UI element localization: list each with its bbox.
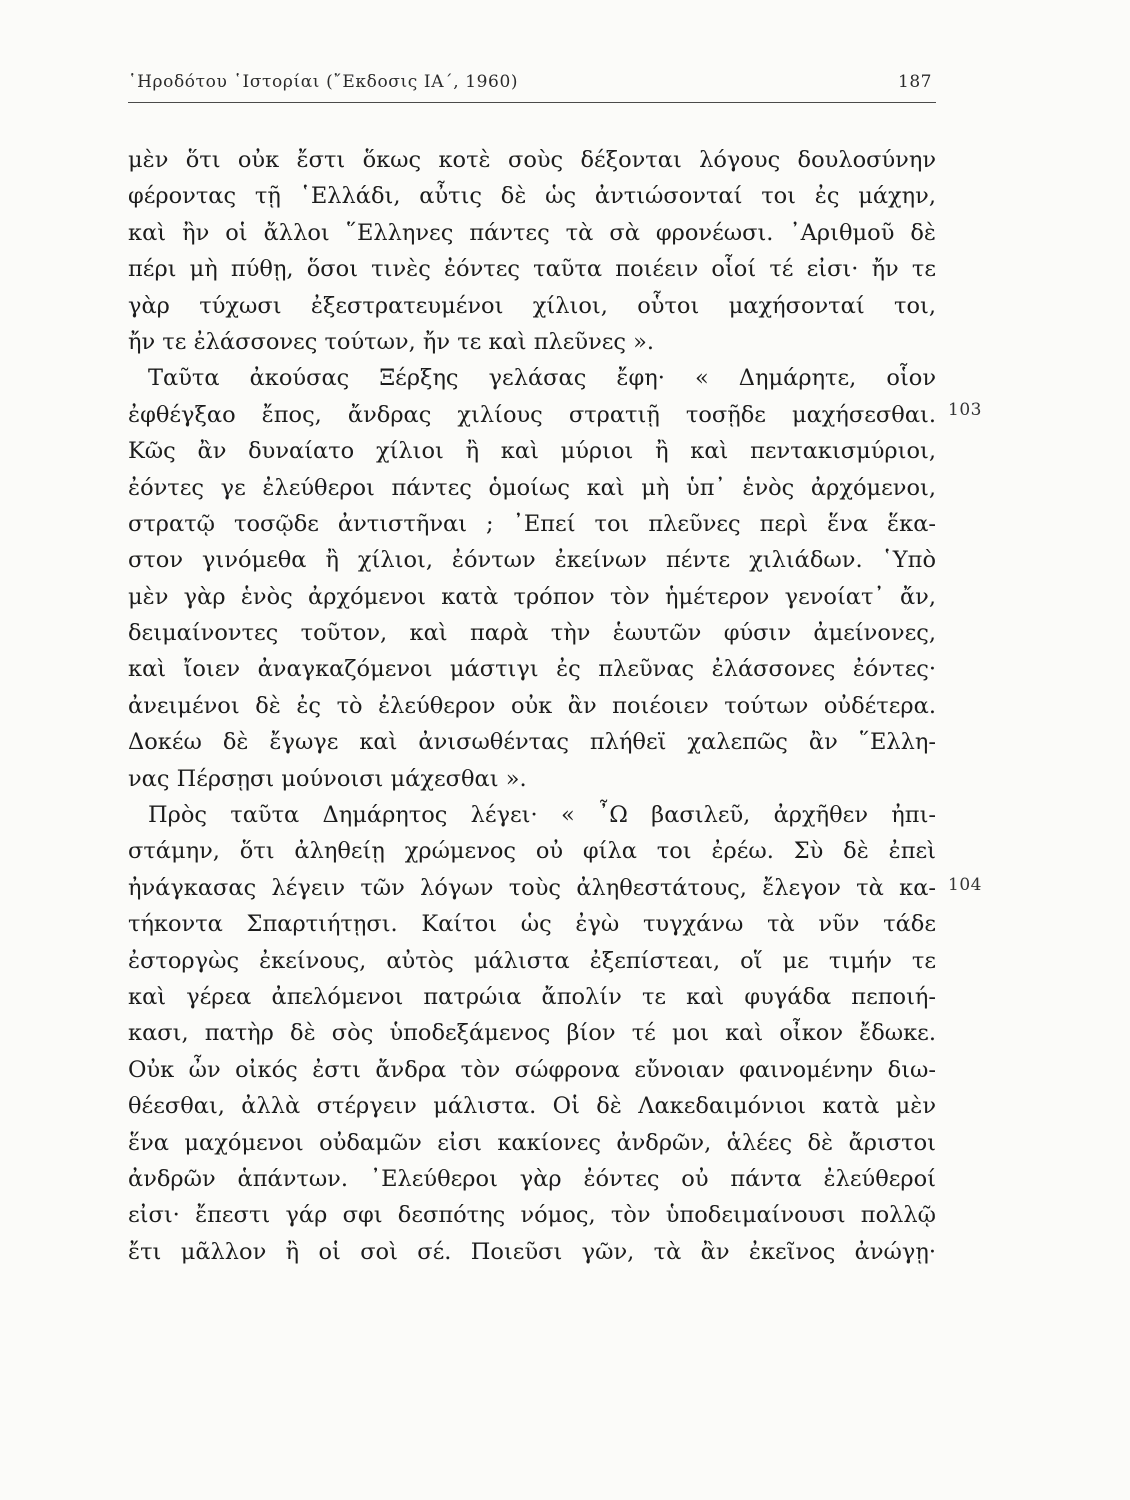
text-line: κασι, πατὴρ δὲ σὸς ὑποδεξάμενος βίον τέ μοι καὶ οἶκον ἔδωκε.: [128, 1020, 936, 1047]
text-line: ἐόντες γε ἐλεύθεροι πάντες ὁμοίως καὶ μὴ ὑπ᾿ ἑνὸς ἀρχόμενοι,: [128, 474, 936, 501]
text-line: ἤν τε ἐλάσσονες τούτων, ἤν τε καὶ πλεῦνες ».: [128, 328, 655, 355]
text-line: νας Πέρσῃσι μούνοισι μάχεσθαι ».: [128, 765, 527, 792]
text-line: Κῶς ἂν δυναίατο χίλιοι ἢ καὶ μύριοι ἢ καὶ πεντακισμύριοι,: [128, 438, 936, 465]
text-line: ἐστοργὼς ἐκείνους, αὐτὸς μάλιστα ἐξεπίστεαι, οἵ με τιμήν τε: [128, 947, 936, 974]
text-line: μὲν ὅτι οὐκ ἔστι ὅκως κοτὲ σοὺς δέξονται λόγους δουλοσύνην: [128, 147, 936, 173]
text-line: τήκοντα Σπαρτιήτῃσι. Καίτοι ὡς ἐγὼ τυγχάνω τὰ νῦν τάδε: [128, 911, 936, 938]
text-line: ἀνειμένοι δὲ ἐς τὸ ἐλεύθερον οὐκ ἂν ποιέοιεν τούτων οὐδέτερα.: [128, 692, 936, 719]
text-line: εἰσι· ἔπεστι γάρ σφι δεσπότης νόμος, τὸν ὑποδειμαίνουσι πολλῷ: [128, 1202, 936, 1229]
text-line: καὶ γέρεα ἀπελόμενοι πατρώια ἄπολίν τε καὶ φυγάδα πεποιή-: [128, 983, 936, 1010]
text-line: θέεσθαι, ἀλλὰ στέργειν μάλιστα. Οἱ δὲ Λακεδαιμόνιοι κατὰ μὲν: [128, 1093, 936, 1120]
page-number: 187: [898, 72, 932, 92]
text-line: στρατῷ τοσῷδε ἀντιστῆναι ; ᾿Επεί τοι πλεῦνες περὶ ἕνα ἕκα-: [128, 510, 936, 537]
text-line: ἔτι μᾶλλον ἢ οἱ σοὶ σέ. Ποιεῦσι γῶν, τὰ ἂν ἐκεῖνος ἀνώγῃ·: [128, 1238, 936, 1265]
paragraph-start-line: Ταῦτα ἀκούσας Ξέρξης γελάσας ἔφη· « Δημάρητε, οἷον: [148, 365, 936, 392]
text-line: δειμαίνοντες τοῦτον, καὶ παρὰ τὴν ἑωυτῶν φύσιν ἀμείνονες,: [128, 620, 936, 647]
greek-text-body: [128, 142, 936, 1270]
text-line: Δοκέω δὲ ἔγωγε καὶ ἀνισωθέντας πλήθεϊ χαλεπῶς ἂν ῞Ελλη-: [128, 729, 936, 756]
margin-section-number: 104: [948, 875, 982, 895]
paragraph-start-line: Πρὸς ταῦτα Δημάρητος λέγει· « ῏Ω βασιλεῦ, ἀρχῆθεν ἠπι-: [148, 802, 936, 829]
text-line: ἀνδρῶν ἁπάντων. ᾿Ελεύθεροι γὰρ ἐόντες οὐ πάντα ἐλεύθεροί: [128, 1165, 936, 1192]
running-header: [128, 68, 936, 103]
margin-section-number: 103: [948, 400, 982, 420]
text-line: Οὐκ ὦν οἰκός ἐστι ἄνδρα τὸν σώφρονα εὔνοιαν φαινομένην διω-: [128, 1056, 936, 1083]
text-line: πέρι μὴ πύθῃ, ὅσοι τινὲς ἐόντες ταῦτα ποιέειν οἷοί τέ εἰσι· ἤν τε: [128, 256, 936, 283]
text-line: μὲν γὰρ ἑνὸς ἀρχόμενοι κατὰ τρόπον τὸν ἡμέτερον γενοίατ᾿ ἄν,: [128, 583, 936, 610]
text-line: γὰρ τύχωσι ἐξεστρατευμένοι χίλιοι, οὗτοι μαχήσονταί τοι,: [128, 292, 936, 319]
text-line: καὶ ἴοιεν ἀναγκαζόμενοι μάστιγι ἐς πλεῦνας ἐλάσσονες ἐόντες·: [128, 656, 936, 683]
text-line: ἠνάγκασας λέγειν τῶν λόγων τοὺς ἀληθεστάτους, ἔλεγον τὰ κα-: [128, 874, 936, 901]
text-line: καὶ ἢν οἱ ἄλλοι ῞Ελληνες πάντες τὰ σὰ φρονέωσι. ᾿Αριθμοῦ δὲ: [128, 219, 936, 246]
running-header-title: ῾Ηροδότου ῾Ιστορίαι (῎Εκδοσις ΙΑ΄, 1960): [128, 72, 519, 92]
text-line: στον γινόμεθα ἢ χίλιοι, ἐόντων ἐκείνων πέντε χιλιάδων. ῾Υπὸ: [128, 547, 936, 574]
text-line: ἕνα μαχόμενοι οὐδαμῶν εἰσι κακίονες ἀνδρῶν, ἁλέες δὲ ἄριστοι: [128, 1129, 936, 1156]
text-line: φέροντας τῇ ῾Ελλάδι, αὖτις δὲ ὡς ἀντιώσονταί τοι ἐς μάχην,: [128, 183, 936, 210]
text-line: ἐφθέγξαο ἔπος, ἄνδρας χιλίους στρατιῇ τοσῇδε μαχήσεσθαι.: [128, 401, 936, 428]
text-line: στάμην, ὅτι ἀληθείῃ χρώμενος οὐ φίλα τοι ἐρέω. Σὺ δὲ ἐπεὶ: [128, 838, 936, 865]
